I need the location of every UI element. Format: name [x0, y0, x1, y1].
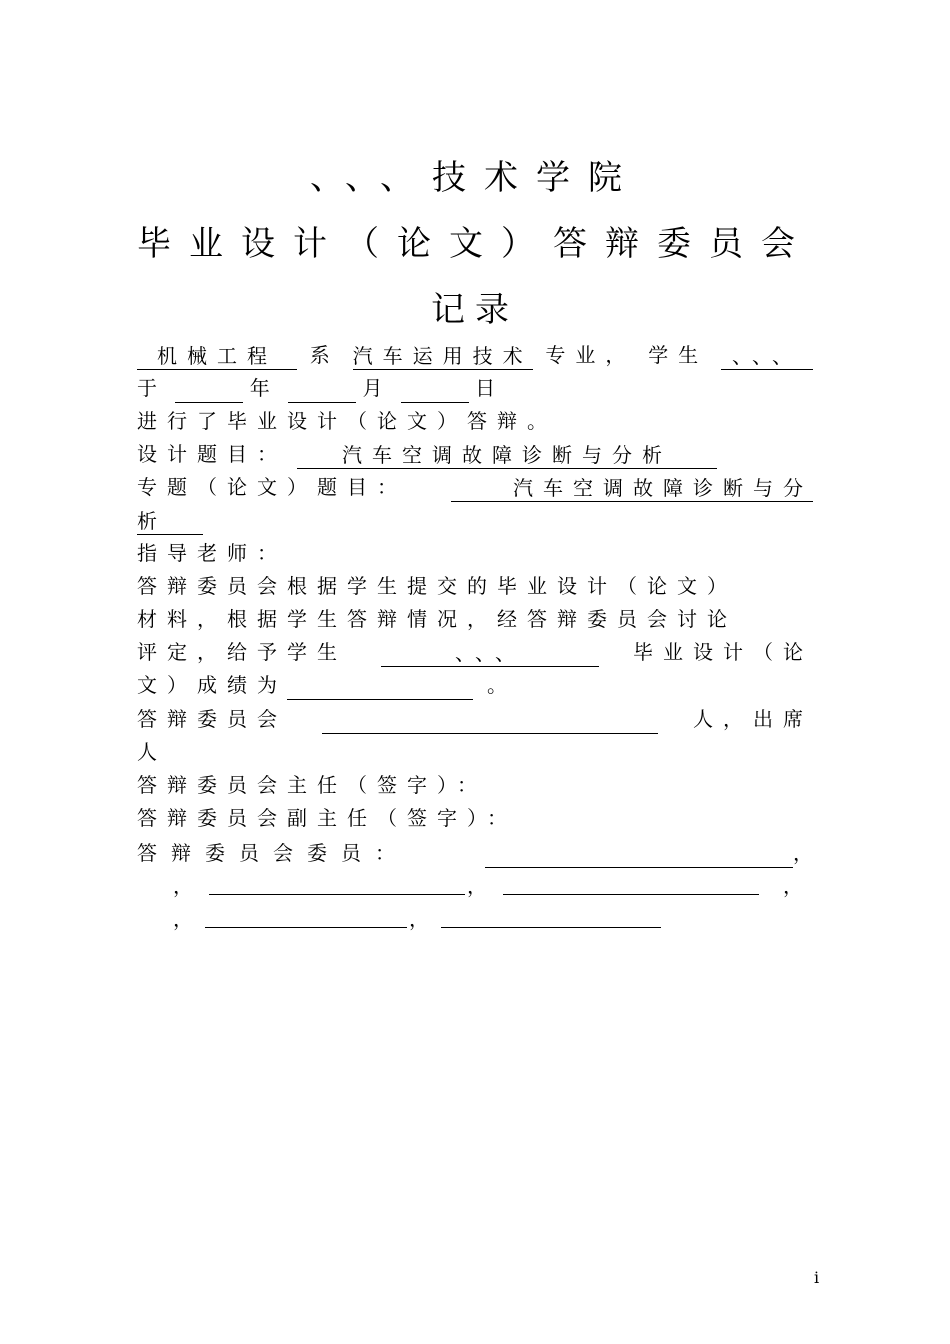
- committee-attend-line: 人: [137, 740, 157, 764]
- member-comma-6: ，: [409, 907, 429, 931]
- special-topic-field: 汽车空调故障诊断与分: [451, 476, 813, 502]
- design-topic-field: 汽车空调故障诊断与分析: [297, 443, 717, 469]
- year-blank[interactable]: [175, 380, 243, 403]
- evaluation-line4-prefix: 文）成绩为: [137, 673, 287, 697]
- date-line: [137, 373, 813, 403]
- member-comma-4: ，: [783, 874, 803, 898]
- major-field: 汽车运用技术: [352, 344, 533, 368]
- evaluation-line3-prefix: 评定，给予学生: [137, 640, 347, 664]
- student-name-field: 、、、: [721, 344, 813, 370]
- evaluation-line2: 材料，根据学生答辩情况，经答辩委员会讨论: [137, 607, 737, 631]
- members-line: [137, 838, 813, 868]
- dept-suffix: 系: [309, 343, 340, 367]
- evaluation-line1: 答辩委员会根据学生提交的毕业设计（论文）: [137, 574, 737, 598]
- month-label: 月: [362, 376, 383, 400]
- evaluation-line3-suffix: 毕业设计（论: [633, 640, 813, 664]
- member-comma-3: ，: [467, 874, 487, 898]
- design-topic-label: 设计题目：: [137, 442, 287, 466]
- date-prefix: 于: [137, 376, 157, 400]
- committee-label: 答辩委员会: [137, 707, 287, 731]
- member-comma-1: ，: [793, 841, 813, 865]
- members-label: 答辩委员会委员：: [137, 841, 409, 865]
- special-topic-field-cont: 析: [137, 509, 203, 535]
- members-line-2: [137, 871, 813, 901]
- document-title-line3: 记录: [431, 290, 519, 330]
- student-label: 学生: [648, 343, 709, 367]
- chair-signature-line: 答辩委员会主任（签字）：: [137, 773, 487, 797]
- month-blank[interactable]: [288, 380, 356, 403]
- evaluation-line3: [137, 637, 813, 667]
- page-number: i: [814, 1268, 820, 1287]
- major-suffix: 专业，: [545, 343, 636, 367]
- department-line: [137, 340, 813, 370]
- special-topic-continuation: [137, 505, 813, 535]
- member-blank-1[interactable]: [485, 845, 793, 868]
- member-blank-5[interactable]: [441, 905, 661, 928]
- defense-sentence: 进行了毕业设计（论文）答辩。: [137, 409, 557, 433]
- grade-blank[interactable]: [287, 677, 473, 700]
- committee-count-line: [137, 704, 813, 734]
- design-topic-line: [137, 439, 813, 469]
- member-blank-3[interactable]: [503, 872, 759, 895]
- member-blank-4[interactable]: [205, 905, 407, 928]
- year-label: 年: [249, 376, 270, 400]
- day-blank[interactable]: [401, 380, 469, 403]
- evaluation-line4: [137, 670, 813, 700]
- member-comma-5: ，: [173, 907, 193, 931]
- department-field: 机械工程: [137, 344, 297, 370]
- member-blank-2[interactable]: [209, 872, 465, 895]
- committee-count-blank[interactable]: [322, 711, 658, 734]
- committee-count-suffix: 人，出席: [693, 707, 813, 731]
- vice-chair-signature-line: 答辩委员会副主任（签字）：: [137, 806, 517, 830]
- special-topic-label: 专题（论文）题目：: [137, 475, 407, 499]
- special-topic-line: [137, 472, 813, 502]
- student-name-field-2: 、、、: [381, 641, 599, 667]
- members-line-3: [137, 904, 813, 934]
- member-comma-2: ，: [173, 874, 193, 898]
- evaluation-line4-suffix: 。: [487, 673, 517, 697]
- document-title-line1: 、、、技术学院: [310, 158, 640, 198]
- day-label: 日: [475, 376, 496, 400]
- document-title-line2: 毕业设计（论文）答辩委员会: [137, 224, 813, 264]
- advisor-line: 指导老师：: [137, 541, 287, 565]
